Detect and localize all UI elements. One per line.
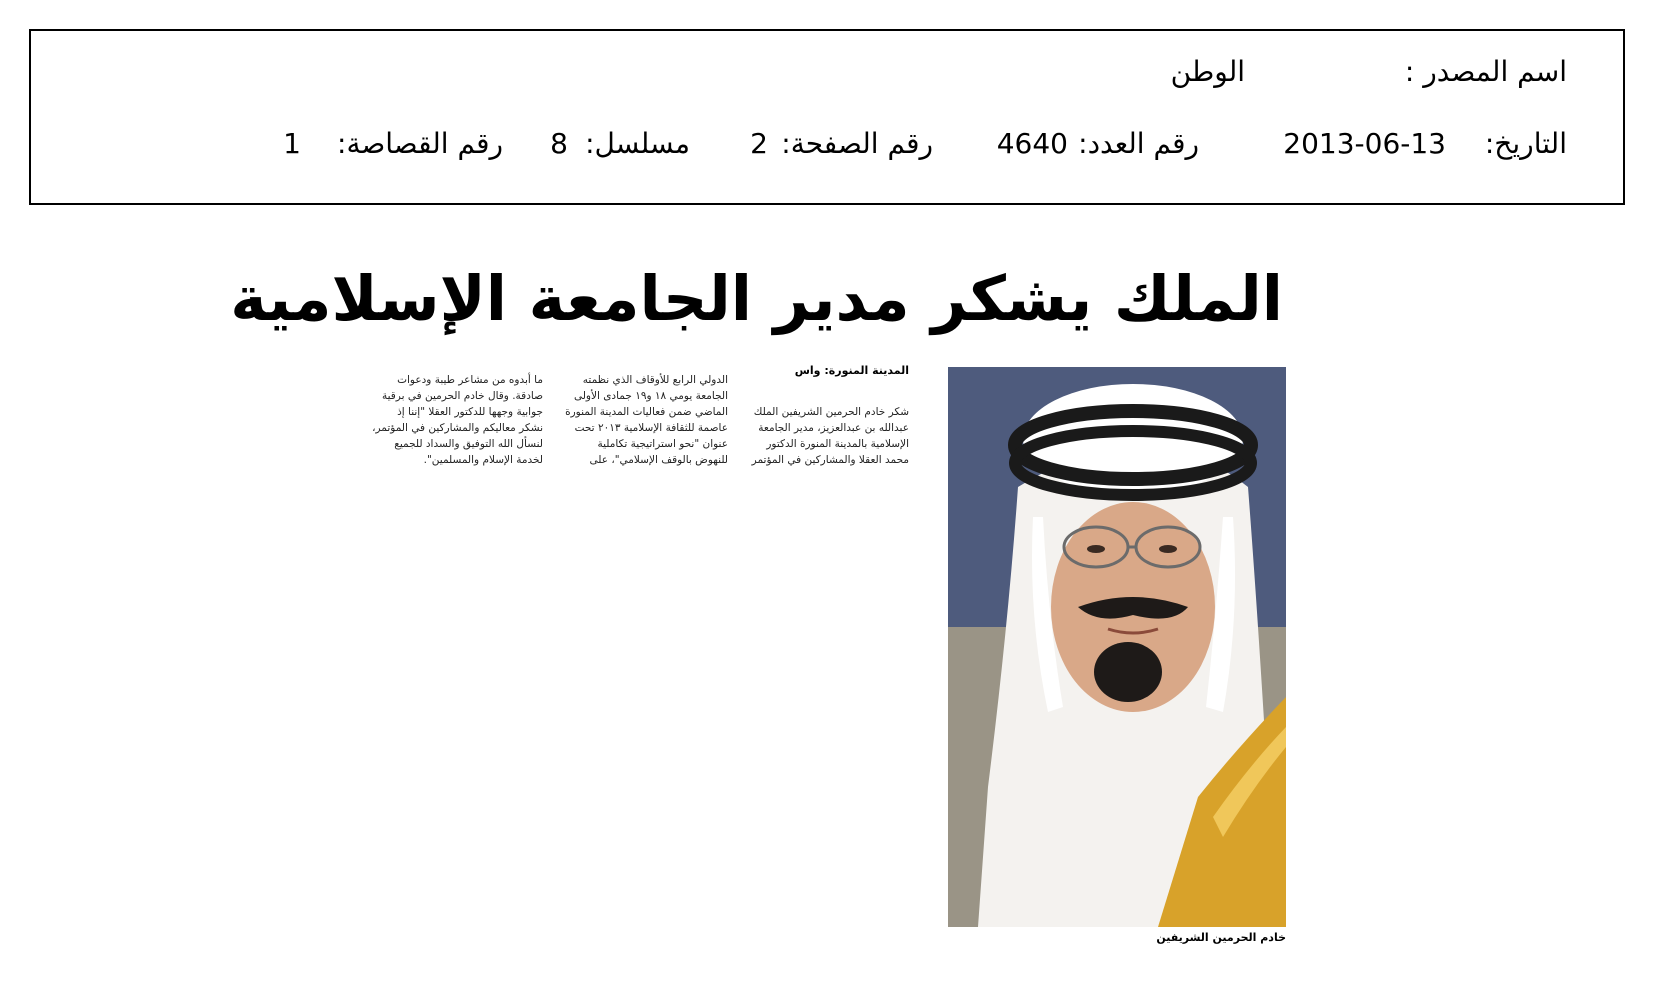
article-column-2 [563, 372, 728, 468]
article-column-3 [372, 372, 543, 468]
text-line: ما أبدوه من مشاعر طيبة ودعوات [397, 374, 543, 386]
text-line: الجامعة يومي ١٨ و١٩ جمادى الأولى [573, 390, 728, 402]
article-headline: الملك يشكر مدير الجامعة الإسلامية [230, 262, 1283, 335]
text-line: لخدمة الإسلام والمسلمين". [423, 454, 543, 466]
photo-caption: خادم الحرمين الشريفين [1156, 931, 1286, 944]
text-line: الدولي الرابع للأوقاف الذي نظمته [582, 374, 728, 386]
clipping-value: 1 [283, 127, 301, 160]
issue-value: 4640 [996, 127, 1068, 160]
source-value: الوطن [1170, 55, 1245, 88]
serial-value: 8 [550, 127, 568, 160]
date-value: 2013-06-13 [1283, 127, 1446, 160]
text-line: الإسلامية بالمدينة المنورة الدكتور [766, 438, 909, 450]
issue-label: رقم العدد: [1078, 127, 1199, 160]
text-line: محمد العقلا والمشاركين في المؤتمر [751, 454, 909, 466]
article-byline: المدينة المنورة: واس [794, 364, 909, 377]
text-line: الماضي ضمن فعاليات المدينة المنورة [565, 406, 728, 418]
clipping-label: رقم القصاصة: [337, 127, 503, 160]
text-line: عنوان "نحو استراتيجية تكاملية [597, 438, 728, 450]
source-label: اسم المصدر : [1404, 55, 1567, 88]
text-line: عبدالله بن عبدالعزيز، مدير الجامعة [758, 422, 909, 434]
serial-label: مسلسل: [585, 127, 690, 160]
text-line: جوابية وجهها للدكتور العقلا "إننا إذ [397, 406, 543, 418]
text-line: صادقة. وقال خادم الحرمين في برقية [381, 390, 543, 402]
text-line: للنهوض بالوقف الإسلامي"، على [589, 454, 728, 466]
page-value: 2 [750, 127, 768, 160]
portrait-image [948, 367, 1286, 927]
page-label: رقم الصفحة: [781, 127, 933, 160]
article-column-1 [747, 404, 909, 468]
text-line: عاصمة للثقافة الإسلامية ٢٠١٣ تحت [574, 422, 728, 434]
text-line: شكر خادم الحرمين الشريفين الملك [753, 406, 909, 418]
date-label: التاريخ: [1484, 127, 1567, 160]
article-photo [948, 367, 1286, 927]
clipping-metadata-box [29, 29, 1625, 205]
text-line: لنسأل الله التوفيق والسداد للجميع [394, 438, 543, 450]
text-line: نشكر معاليكم والمشاركين في المؤتمر، [372, 422, 543, 434]
